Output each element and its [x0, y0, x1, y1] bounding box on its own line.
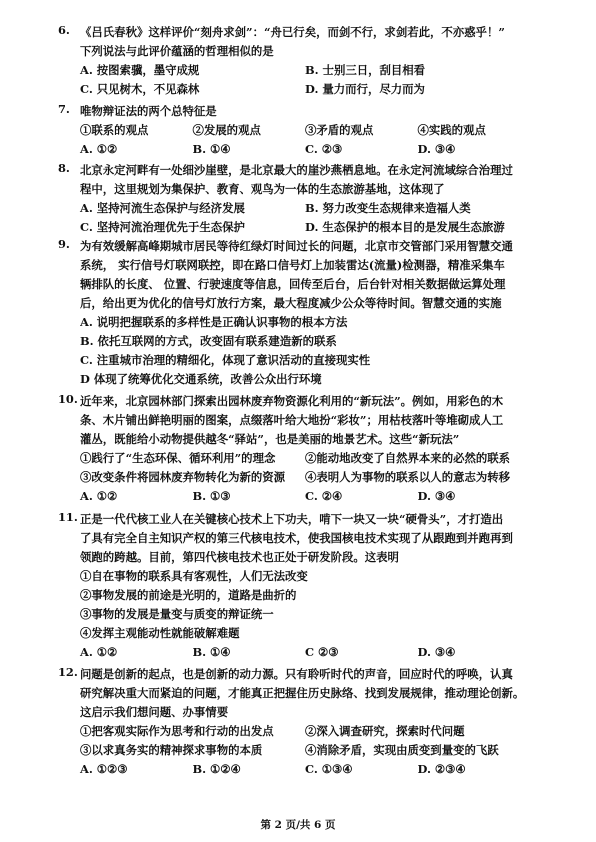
statements-row: [80, 449, 530, 468]
question-text: 后，给出更为优化的信号灯放行方案，最大程度减少公众等待时间。智慧交通的实施: [80, 296, 502, 310]
option-c: C. ②③: [305, 142, 343, 156]
question-number: 8.: [58, 161, 70, 175]
question-12: [58, 665, 530, 779]
statement-2: ②发展的观点: [192, 123, 261, 137]
statements-row: [80, 722, 530, 741]
option-b: B. ①④: [192, 645, 231, 659]
option-c: C. ①③④: [305, 762, 353, 776]
question-text: 了具有完全自主知识产权的第三代核电技术，使我国核电技术实现了从跟跑到并跑再到: [80, 531, 513, 545]
question-text: 辆排队的长度、 位置、行驶速度等信息，回传至后台，后台针对相关数据做运算处理: [80, 277, 506, 291]
question-text: 程中，这里规划为集保护、教育、观鸟为一体的生态旅游基地，这体现了: [80, 182, 445, 196]
statements-row: [80, 468, 530, 487]
option-d: D 体现了统筹优化交通系统，改善公众出行环境: [80, 372, 322, 386]
question-number: 12.: [58, 665, 78, 679]
options-row: [80, 487, 530, 506]
option-b: B. 努力改变生态规律来造福人类: [305, 201, 471, 215]
question-11: [58, 510, 530, 662]
option-b: B. ①②④: [192, 762, 241, 776]
question-10: [58, 392, 530, 506]
question-text: 为有效缓解高峰期城市居民等待红绿灯时间过长的问题，北京市交管部门采用智慧交通: [80, 239, 513, 253]
options-row: [80, 218, 530, 237]
question-8: [58, 161, 530, 237]
statement-2: ②能动地改变了自然界本来的必然的联系: [305, 451, 511, 465]
question-text: 这启示我们想问题、办事情要: [80, 705, 229, 719]
statement-4: ④表明人为事物的联系以人的意志为转移: [305, 470, 511, 484]
options-row: [80, 199, 530, 218]
question-text: 唯物辩证法的两个总特征是: [80, 104, 217, 118]
statement-1: ①践行了“生态环保、循环利用”的理念: [80, 451, 276, 465]
statement-4: ④实践的观点: [417, 123, 486, 137]
option-d: D. 生态保护的根本目的是发展生态旅游: [305, 220, 505, 234]
question-text: 北京永定河畔有一处细沙崖壁，是北京最大的崖沙燕栖息地。在永定河流域综合治理过: [80, 163, 513, 177]
option-d: D. ②③④: [417, 762, 466, 776]
statement-1: ①联系的观点: [80, 123, 149, 137]
options-row: [80, 80, 530, 99]
question-text: 研究解决重大而紧迫的问题，才能真正把握住历史脉络、找到发展规律，推动理论创新。: [80, 686, 525, 700]
option-b: B. 士别三日，刮目相看: [305, 63, 426, 77]
question-number: 6.: [58, 23, 70, 37]
option-c: C. 注重城市治理的精细化，体现了意识活动的直接现实性: [80, 353, 371, 367]
statement-4: ④发挥主观能动性就能破解难题: [80, 626, 240, 640]
question-text: 问题是创新的起点，也是创新的动力源。只有聆听时代的声音，回应时代的呼唤，认真: [80, 667, 513, 681]
option-a: A. 坚持河流生态保护与经济发展: [80, 201, 245, 215]
option-d: D. 量力而行，尽力而为: [305, 82, 425, 96]
options-row: [80, 61, 530, 80]
question-text: 近年来，北京园林部门探索出园林废弃物资源化利用的“新玩法”。例如，用彩色的木: [80, 394, 504, 408]
question-number: 9.: [58, 237, 70, 251]
options-row: [80, 643, 530, 662]
statement-3: ③以求真务实的精神探求事物的本质: [80, 743, 263, 757]
option-a: A. ①②: [80, 142, 118, 156]
option-c: C. 坚持河流治理优先于生态保护: [80, 220, 245, 234]
page-footer: 第 2 页/共 6 页: [260, 819, 336, 831]
option-a: A. 按图索骥，墨守成规: [80, 63, 200, 77]
options-row: [80, 140, 530, 159]
option-a: A. ①②③: [80, 762, 128, 776]
option-d: D. ③④: [417, 142, 456, 156]
statement-2: ②深入调查研究，探索时代问题: [305, 724, 465, 738]
statement-3: ③矛盾的观点: [305, 123, 374, 137]
question-7: [58, 102, 530, 159]
question-text: 条、木片铺出鲜艳明丽的图案，点缀落叶给大地扮“彩妆”；用枯枝落叶等堆砌成人工: [80, 413, 504, 427]
question-number: 7.: [58, 102, 70, 116]
option-d: D. ③④: [417, 645, 456, 659]
option-a: A. ①②: [80, 645, 118, 659]
option-c: C. 只见树木，不见森林: [80, 82, 200, 96]
question-text: 下列说法与此评价蕴涵的哲理相似的是: [80, 44, 274, 58]
question-text: 正是一代代核工业人在关键核心技术上下功夫，啃下一块又一块“硬骨头”，才打造出: [80, 512, 504, 526]
statement-3: ③事物的发展是量变与质变的辩证统一: [80, 607, 274, 621]
option-d: D. ③④: [417, 489, 456, 503]
question-text: 《吕氏春秋》这样评价“刻舟求剑”：“舟已行矣，而剑不行，求剑若此，不亦惑乎！”: [80, 25, 505, 39]
question-text: 领跑的跨越。目前，第四代核电技术也正处于研发阶段。这表明: [80, 550, 399, 564]
statement-2: ②事物发展的前途是光明的，道路是曲折的: [80, 588, 297, 602]
option-a: A. 说明把握联系的多样性是正确认识事物的根本方法: [80, 315, 348, 329]
option-b: B. ①③: [192, 489, 231, 503]
question-number: 11.: [58, 510, 78, 524]
question-9: [58, 237, 530, 389]
option-c: C ②③: [305, 645, 339, 659]
option-b: B. 依托互联网的方式，改变固有联系建造新的联系: [80, 334, 337, 348]
question-text: 系统， 实行信号灯联网联控，即在路口信号灯上加装雷达(流量)检测器，精准采集车: [80, 258, 505, 272]
question-text: 灌丛，既能给小动物提供越冬“驿站”，也是美丽的地景艺术。这些“新玩法”: [80, 432, 460, 446]
statement-1: ①把客观实际作为思考和行动的出发点: [80, 724, 274, 738]
statement-4: ④消除矛盾，实现由质变到量变的飞跃: [305, 743, 499, 757]
option-b: B. ①④: [192, 142, 231, 156]
question-number: 10.: [58, 392, 78, 406]
statement-1: ①自在事物的联系具有客观性，人们无法改变: [80, 569, 308, 583]
option-c: C. ②④: [305, 489, 343, 503]
options-row: [80, 760, 530, 779]
option-a: A. ①②: [80, 489, 118, 503]
statement-3: ③改变条件将园林废弃物转化为新的资源: [80, 470, 286, 484]
statements-row: [80, 741, 530, 760]
statements-row: [80, 121, 530, 140]
question-6: [58, 23, 530, 99]
